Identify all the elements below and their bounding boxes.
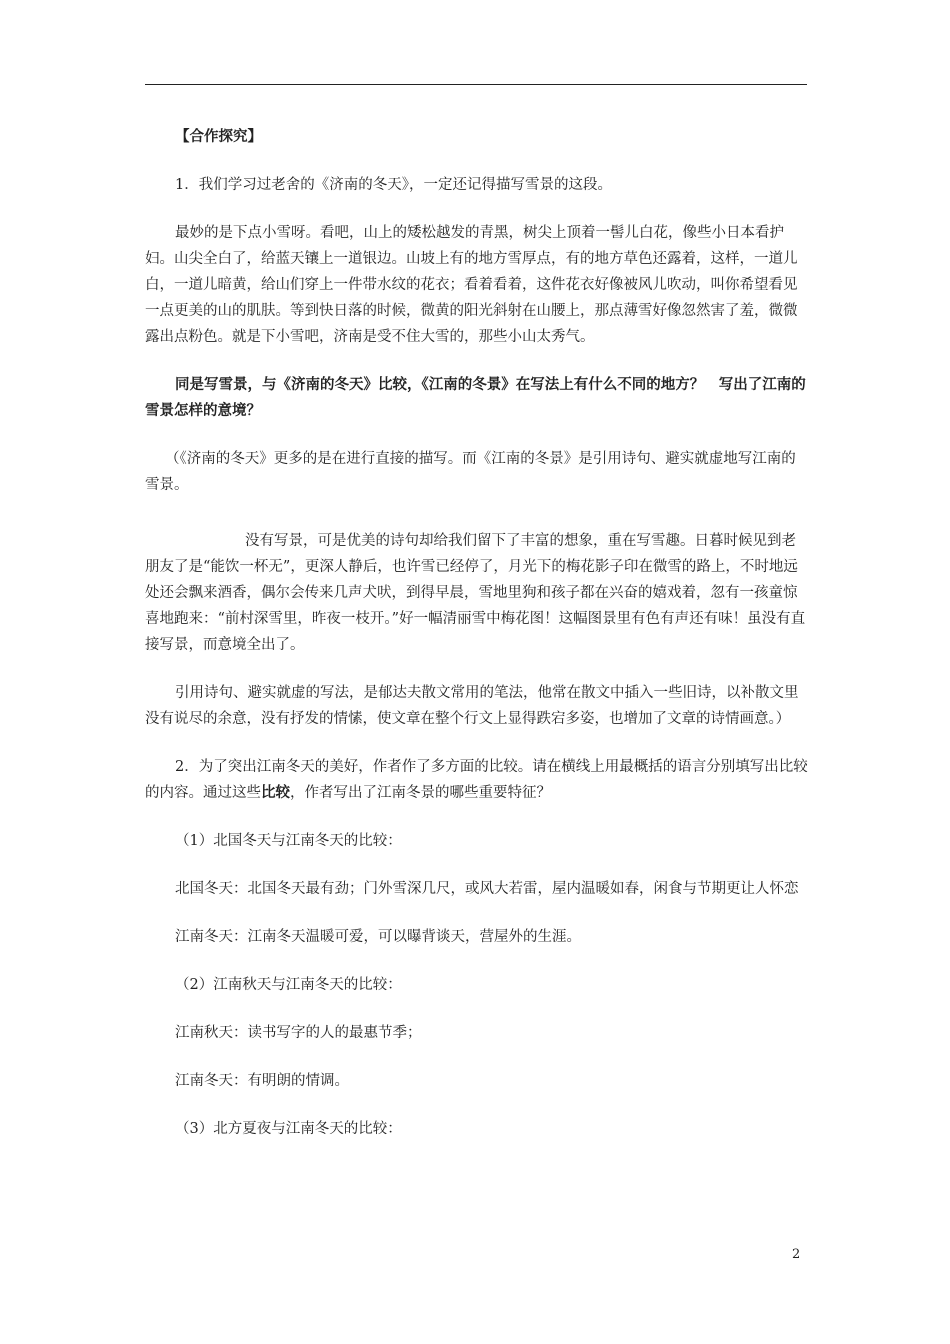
question-2-intro-after: ，作者写出了江南冬景的哪些重要特征？	[290, 785, 551, 801]
document-body	[145, 124, 810, 1164]
comparison-2-autumn: 江南秋天：读书写字的人的最惠节季；	[175, 1025, 422, 1041]
question-2-intro-bold: 比较	[261, 784, 290, 801]
answer-paragraph-2: 没有写景，可是优美的诗句却给我们留下了丰富的想象，重在写雪趣。日暮时候见到老朋友了是“能饮一杯无”，更深人静后，也许雪已经停了，月光下的梅花影子印在微雪的路上，不时地远处还会飘来酒香，偶尔会传来几声犬吠，到得早晨，雪地里狗和孩子都在兴奋的嬉戏着，忽有一孩童惊喜地跑来：“前村深雪里，昨夜一枝开。”好一幅清丽雪中梅花图！这幅图景里有色有声还有味！虽没有直接写景，而意境全出了。	[145, 533, 806, 653]
question-1-prompt: 同是写雪景，与《济南的冬天》比较，《江南的冬景》在写法上有什么不同的地方？ 写出了江南的雪景怎样的意境？	[145, 376, 806, 419]
answer-paragraph-1: （《济南的冬天》更多的是在进行直接的描写。而《江南的冬景》是引用诗句、避实就虚地写江南的雪景。	[145, 451, 796, 493]
comparison-2-winter: 江南冬天：有明朗的情调。	[175, 1073, 349, 1089]
comparison-1-north: 北国冬天：北国冬天最有劲；门外雪深几尺，或风大若雷，屋内温暖如春，闲食与节期更让人怀恋	[175, 881, 799, 897]
question-1-intro: 1．我们学习过老舍的《济南的冬天》，一定还记得描写雪景的这段。	[175, 177, 612, 193]
comparison-1-title: （1）北国冬天与江南冬天的比较：	[175, 833, 402, 849]
jinan-winter-quote: 最妙的是下点小雪呀。看吧，山上的矮松越发的青黑，树尖上顶着一髻儿白花，像些小日本看护妇。山尖全白了，给蓝天镶上一道银边。山坡上有的地方雪厚点，有的地方草色还露着，这样，一道儿白，一道儿暗黄，给山们穿上一件带水纹的花衣；看着看着，这件花衣好像被风儿吹动，叫你希望看见一点更美的山的肌肤。等到快日落的时候，微黄的阳光斜射在山腰上，那点薄雪好像忽然害了羞，微微露出点粉色。就是下小雪吧，济南是受不住大雪的，那些小山太秀气。	[145, 225, 798, 345]
section-title: 【合作探究】	[175, 128, 262, 145]
page-number: 2	[792, 1247, 801, 1262]
header-rule	[145, 84, 807, 85]
answer-paragraph-3: 引用诗句、避实就虚的写法，是郁达夫散文常用的笔法，他常在散文中插入一些旧诗，以补散文里没有说尽的余意，没有抒发的情愫，使文章在整个行文上显得跌宕多姿，也增加了文章的诗情画意。）	[145, 685, 799, 727]
comparison-3-title: （3）北方夏夜与江南冬天的比较：	[175, 1121, 402, 1137]
comparison-2-title: （2）江南秋天与江南冬天的比较：	[175, 977, 402, 993]
comparison-1-south: 江南冬天：江南冬天温暖可爱，可以曝背谈天，营屋外的生涯。	[175, 929, 581, 945]
question-2-intro-before: 2．为了突出江南冬天的美好，作者作了多方面的比较。请在横线上用最概括的语言分别填写出比较的内容。通过这些	[145, 759, 808, 801]
question-2-intro	[145, 754, 810, 806]
